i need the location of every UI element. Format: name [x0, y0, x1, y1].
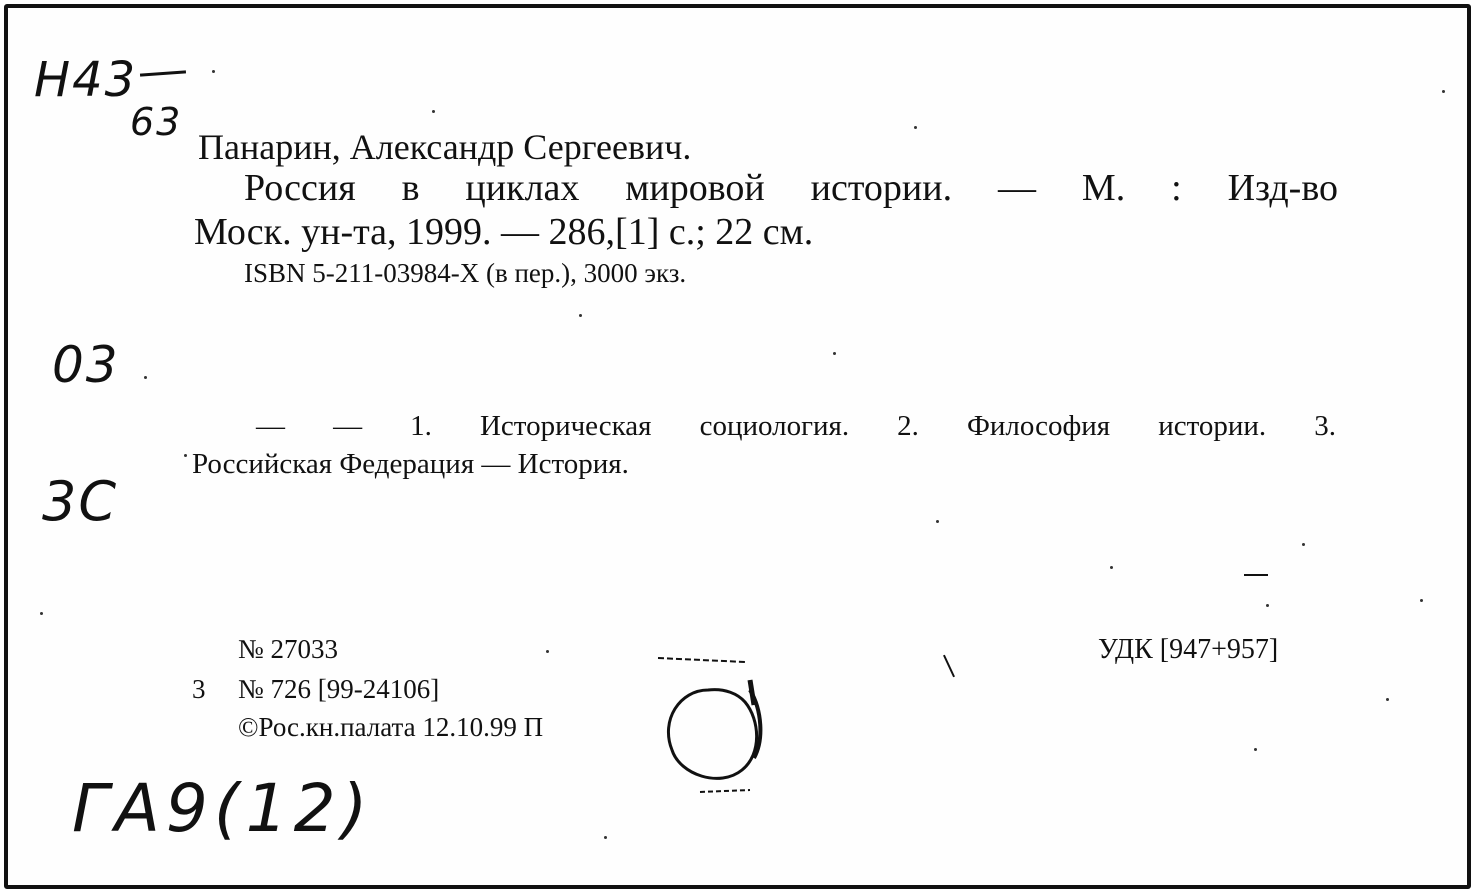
volume-prefix: 3 [192, 674, 206, 704]
speck [1420, 599, 1423, 602]
speck [212, 70, 215, 73]
speck [184, 454, 187, 457]
isbn-line: ISBN 5-211-03984-X (в пер.), 3000 экз. [244, 258, 687, 288]
card-number: № 27033 [238, 634, 339, 664]
author-heading: Панарин, Александр Сергеевич. [198, 127, 692, 167]
speck [604, 836, 607, 839]
udc-code: УДК [947+957] [1098, 634, 1279, 665]
speck [144, 376, 147, 379]
handwritten-shelfmark: Н43 [34, 52, 138, 108]
subject-headings-line-2: Российская Федерация — История. [192, 448, 629, 480]
speck [1302, 543, 1305, 546]
speck [1254, 748, 1257, 751]
speck [833, 352, 836, 355]
speck [1386, 698, 1389, 701]
speck [1442, 90, 1445, 93]
dash-mark [1244, 574, 1268, 576]
speck [1266, 604, 1269, 607]
speck [914, 126, 917, 129]
registration-number: № 726 [99-24106] [238, 674, 440, 704]
handwritten-shelfmark-sub: 63 [130, 100, 183, 144]
speck [40, 612, 43, 615]
stamp-outline [650, 650, 780, 800]
speck [432, 110, 435, 113]
speck [579, 314, 582, 317]
handwritten-mark-middle: 03 [52, 336, 120, 394]
speck [1110, 566, 1113, 569]
book-chamber-mark: ©Рос.кн.палата 12.10.99 П [238, 712, 544, 742]
subject-headings-line-1: — — 1. Историческая социология. 2. Философия истории. 3. [256, 410, 1336, 442]
title-line-1: Россия в циклах мировой истории. — М. : Изд-во [244, 167, 1338, 209]
title-line-2: Моск. ун-та, 1999. — 286,[1] с.; 22 см. [194, 211, 814, 253]
speck [546, 650, 549, 653]
handwritten-mark-lower: 3С [42, 470, 119, 533]
speck [936, 520, 939, 523]
handwritten-mark-bottom: ГА9(12) [72, 770, 374, 847]
